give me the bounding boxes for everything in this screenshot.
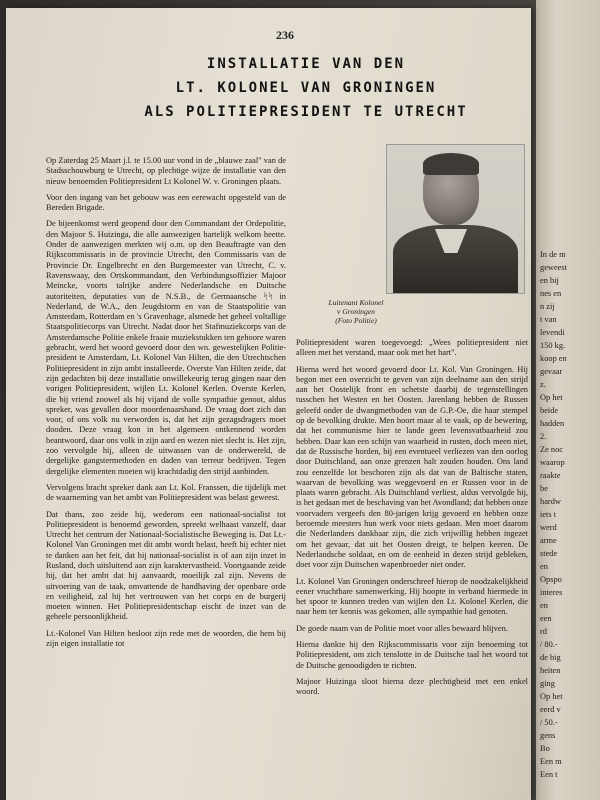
adjacent-page-text-fragment: gevaar <box>540 367 563 376</box>
text-column-left <box>46 156 286 655</box>
paragraph: Lt. Kolonel Van Groningen onderschreef hierop de noodzakelijkheid eener vruchtbare samenwerking. Hij hoopte in verband hiermede in het spoor te kunnen treden van wijlen den Lt. Kolonel Kerlen, die naar hem ter kennis was gekomen, alle sympathie had genoten. <box>296 576 528 617</box>
adjacent-page-text-fragment: stede <box>540 549 558 558</box>
adjacent-page-text-fragment: de big <box>540 653 561 662</box>
title-line: LT. KOLONEL VAN GRONINGEN <box>175 80 437 96</box>
caption-line: v Groningen <box>337 307 375 316</box>
adjacent-page-text-fragment: eerd v <box>540 705 561 714</box>
adjacent-page-text-fragment: werd <box>540 523 557 532</box>
adjacent-page-text-fragment: Opspo <box>540 575 562 584</box>
paragraph: Dat thans, zoo zeide hij, wederom een nationaal-socialist tot Politiepresident is benoemd geworden, spreekt welhaast vanzelf, daar Utrecht het centrum der Nationaal-Socialistische Beweging is. Dat Lt.-Kolonel Van Groningen met dit ambt wordt belast, heeft hij echter niet te danken aan het feit, dat hij nationaal-socialist is of aan zijn inzet in Rusland, doch uitsluitend aan zijn karaktervastheid. Voortgaande zeide hij, dat het ambt dat hij aanvaardt, moeilijk zal zijn. Nevens de uitvoering van de taak, omvattende de handhaving der openbare orde en veiligheid, zal hij het vertrouwen van het corps en de burgerij moeten winnen. Het Politiepresidentschap eischt de inzet van de geheele persoonlijkheid. <box>46 509 286 622</box>
adjacent-page-text-fragment: interes <box>540 588 563 597</box>
adjacent-page-text-fragment: arme <box>540 536 557 545</box>
adjacent-page-text-fragment: heiten <box>540 666 561 675</box>
photo-caption <box>306 298 406 325</box>
adjacent-page-text-fragment: gens <box>540 731 556 740</box>
adjacent-page-text-fragment: hadden <box>540 419 565 428</box>
adjacent-page-text-fragment: raakte <box>540 471 561 480</box>
paragraph: De bijeenkomst werd geopend door den Commandant der Ordepolitie, den Majoor S. Huizinga, die alle aanwezigen hartelijk welkom heette. Onder de aanwezigen merkten wij o.m. op den Beauftragte van den Rijkscommissaris in de provincie Utrecht, den Commissaris van de Provincie Dr. Engelbrecht en den Burgemeester van Utrecht, C. v. Ravenswaay, den Ortskommandant, den Verbindungsoffizier Majoor Meincke, voorts talrijke andere Nederlandsche en Duitsche autoriteiten, deputaties van de N.S.B., de Germaansche ᛋᛋ in Nederland, de W.A., den Jeugdstorm en van de Staatspolitie van Amsterdam, Rotterdam en 's Gravenhage, alsmede het geheel voltallige Staatspolitiecorps van Utrecht. Nadat door het Stafmuziekcorps van de Amsterdamsche Politie enkele fraaie muziekstukken ten gehoore waren gebracht, werd het woord gevoerd door den wn. gewestelijken Politie-president te Amsterdam, Lt. Kolonel Van Hilten, die den Utrechtschen Politiepresident in zijn ambt installeerde. Overste Van Hilten zeide, dat zijn gedachten bij deze installatie onwillekeurig terug gingen naar den vorigen Politiepresident, wijlen Lt. Kolonel Kerlen. Overste Kerlen, die bij vriend zoowel als bij vijand de volle sympathie genoot, aldus spreker, was gevallen door moordenaarshand. De vraag doet zich dan voor, of ons volk nu verworden is, dat het zijn gezagsdragers moet dooden. Deze vraag kon in het algemeen ontkennend worden beantwoord, daar ons volk in zijn aard en wezen niet slecht is. Het zijn, zoo vervolgde hij, alleen de uitwassen van de onderwereld, de dergelijke gangstermethoden en daden van terreur bedrijven. Tegen dergelijke elementen moeten wij krachtdadig den strijd aanbinden. <box>46 219 286 476</box>
adjacent-page-text-fragment: en <box>540 601 548 610</box>
adjacent-page-text-fragment: koop en <box>540 354 567 363</box>
adjacent-page <box>536 0 600 800</box>
paragraph: Majoor Huizinga sloot hierna deze plechtigheid met een enkel woord. <box>296 676 528 697</box>
adjacent-page-text-fragment: 2. <box>540 432 547 441</box>
adjacent-page-text-fragment: z. <box>540 380 546 389</box>
paragraph: Op Zaterdag 25 Maart j.l. te 15.00 uur vond in de „blauwe zaal" van de Stadsschouwburg te Utrecht, op plechtige wijze de installatie van den nieuw benoemden Politiepresident Lt Kolonel W. v. Groningen plaats. <box>46 156 286 186</box>
adjacent-page-text-fragment: waarop <box>540 458 565 467</box>
hair-shape <box>423 153 479 175</box>
adjacent-page-text-fragment: beide <box>540 406 559 415</box>
adjacent-page-text-fragment: In de m <box>540 250 566 259</box>
adjacent-page-text-fragment: Een m <box>540 757 562 766</box>
adjacent-page-text-fragment: levendi <box>540 328 565 337</box>
adjacent-page-text-fragment: 150 kg. <box>540 341 566 350</box>
adjacent-page-text-fragment: rd <box>540 627 547 636</box>
adjacent-page-text-fragment: iets t <box>540 510 557 519</box>
adjacent-page-text-fragment: nes en <box>540 289 562 298</box>
portrait-photo <box>386 144 525 294</box>
paragraph: De goede naam van de Politie moet voor alles bewaard blijven. <box>296 623 508 633</box>
adjacent-page-text-fragment: geweest <box>540 263 567 272</box>
adjacent-page-text-fragment: en <box>540 562 548 571</box>
paragraph: Vervolgens bracht spreker dank aan Lt. Kol. Franssen, die tijdelijk met de waarneming van het ambt van Politiepresident was belast geweest. <box>46 482 286 503</box>
paragraph: Lt.-Kolonel Van Hilten besloot zijn rede met de woorden, die hem bij zijn eigen installatie tot <box>46 628 286 649</box>
adjacent-page-text-fragment: Ze noc <box>540 445 564 454</box>
paragraph: Hierna dankte hij den Rijkscommissaris voor zijn benoeming tot Politiepresident, om zich tenslotte in de Duitsche taal het woord tot de Duitsche genoodigden te richten. <box>296 640 528 670</box>
adjacent-page-text-fragment: Op het <box>540 692 563 701</box>
paragraph: Politiepresident waren toegevoegd: „Wees politiepresident niet alleen met het verstand, maar ook met het hart". <box>296 338 528 358</box>
text-column-right <box>296 338 528 704</box>
page-number: 236 <box>276 28 294 42</box>
adjacent-page-text-fragment: / 80.- <box>540 640 558 649</box>
paragraph: Voor den ingang van het gebouw was een eerewacht opgesteld van de Bereden Brigade. <box>46 192 286 213</box>
title-line: INSTALLATIE VAN DEN <box>206 56 406 72</box>
paragraph: Hierna werd het woord gevoerd door Lt. Kol. Van Groningen. Hij begon met een overzicht te geven van zijn deelname aan den strijd aan het Oostelijk front en schetste daarbij de tegenstellingen tusschen het Westen en het Oosten. Jarenlang hebben de Russen geleefd onder de dwangmethoden van de G.P.-Oe, die haar stempel op de bevolking drukte. Men hoort maar al te vaak, op de bewering, dat het communisme hier te lande geen levensvatbaarheid zou hebben. Daar kan een schijn van waarheid in rusten, doch meen niet, dat de Russische horden, bij een eventueel verliezen van den oorlog door Duitschland, aan onze grenzen halt zouden houden. Ons land zou eenzelfde lot beschoren zijn als dat van de Baltische staten, waarvan de bevolking was weggevoerd en er Russen voor in de plaats waren gebracht. Als Duitschland verliest, aldus vervolgde hij, is het gedaan met de beschaving van het Avondland; dat hebben onze voorvaders vergeefs den 80-jarigen krijg gevoerd en hebben onze beroemde meesters hun werk voor niets gedaan. Men moet daarom die Nederlanders dankbaar zijn, die zich vrijwillig hebben ingezet om het gevaar, dat uit het Oosten dreigt, te helpen keeren. De Nederlandsche soldaat, en om de eenheid in dezen strijd gebleken, doet voor zijn Duitschen wapenbroeder niet onder. <box>296 364 528 570</box>
adjacent-page-text-fragment: n zij <box>540 302 555 311</box>
adjacent-page-text-fragment: be <box>540 484 548 493</box>
adjacent-page-text-fragment: hardw <box>540 497 561 506</box>
adjacent-page-text-fragment: / 50.- <box>540 718 558 727</box>
adjacent-page-text-fragment: Bo <box>540 744 550 753</box>
adjacent-page-text-fragment: Op het <box>540 393 563 402</box>
adjacent-page-text-fragment: ging <box>540 679 555 688</box>
adjacent-page-text-fragment: t van <box>540 315 557 324</box>
caption-line: (Foto Politie) <box>335 316 377 325</box>
caption-line: Luitenant Kolonel <box>328 298 384 307</box>
article-title <box>136 52 476 124</box>
adjacent-page-text-fragment: Een t <box>540 770 558 779</box>
adjacent-page-text-fragment: en bij <box>540 276 559 285</box>
title-line: ALS POLITIEPRESIDENT TE UTRECHT <box>144 104 468 120</box>
magazine-page <box>6 8 531 800</box>
adjacent-page-text-fragment: een <box>540 614 552 623</box>
